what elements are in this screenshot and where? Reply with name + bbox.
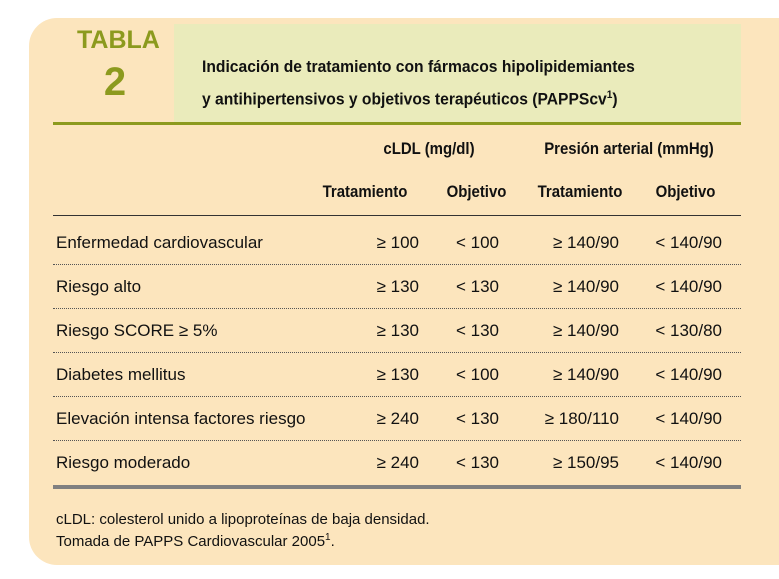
title-line-1: Indicación de tratamiento con fármacos hipolipidemiantes: [202, 57, 635, 76]
cell-pressure-treatment: ≥ 150/95: [552, 453, 619, 472]
cell-pressure-treatment: ≥ 140/90: [552, 365, 619, 384]
footnote-abbreviation: cLDL: colesterol unido a lipoproteínas de baja densidad.: [56, 511, 430, 528]
cell-pressure-target: < 140/90: [655, 453, 722, 472]
title-end: ): [612, 89, 618, 109]
cell-pressure-treatment: ≥ 180/110: [544, 409, 619, 428]
cell-pressure-treatment: ≥ 140/90: [552, 277, 619, 296]
cell-cldl-target: < 100: [455, 233, 499, 252]
cell-pressure-target: < 140/90: [655, 233, 722, 252]
row-divider: [53, 264, 741, 265]
cell-cldl-target: < 100: [455, 365, 499, 384]
col-header-treatment-pressure: Tratamiento: [537, 182, 623, 201]
cell-pressure-target: < 140/90: [655, 365, 722, 384]
row-label: Enfermedad cardiovascular: [56, 233, 263, 252]
table-title: [202, 53, 690, 114]
row-divider: [53, 352, 741, 353]
footnote-source-superscript: 1: [325, 532, 331, 543]
cell-cldl-treatment: ≥ 130: [376, 277, 419, 296]
group-header-pressure: Presión arterial (mmHg): [544, 139, 714, 158]
cell-pressure-treatment: ≥ 140/90: [552, 321, 619, 340]
footnote-source-end: .: [330, 533, 335, 550]
row-label: Diabetes mellitus: [56, 365, 186, 384]
cell-cldl-treatment: ≥ 240: [376, 409, 419, 428]
row-label: Riesgo moderado: [56, 453, 191, 472]
header-rule: [53, 122, 741, 125]
cell-cldl-target: < 130: [455, 277, 499, 296]
cell-cldl-treatment: ≥ 100: [376, 233, 419, 252]
row-label: Riesgo alto: [56, 277, 142, 296]
table-card: [29, 18, 779, 565]
group-header-cldl: cLDL (mg/dl): [383, 139, 475, 158]
cell-cldl-treatment: ≥ 240: [376, 453, 419, 472]
header-bottom-rule: [53, 215, 741, 216]
footnote-source: [56, 532, 335, 550]
table-bottom-rule: [53, 485, 741, 489]
title-superscript: 1: [606, 89, 613, 101]
cell-cldl-target: < 130: [455, 453, 499, 472]
table-label: TABLA: [77, 26, 160, 54]
col-header-treatment-cldl: Tratamiento: [322, 182, 408, 201]
cell-pressure-target: < 140/90: [655, 409, 722, 428]
cell-cldl-target: < 130: [455, 321, 499, 340]
cell-pressure-target: < 130/80: [655, 321, 722, 340]
row-divider: [53, 396, 741, 397]
cell-cldl-target: < 130: [455, 409, 499, 428]
row-divider: [53, 440, 741, 441]
row-label: Elevación intensa factores riesgo: [56, 409, 306, 428]
table-number: 2: [103, 60, 127, 104]
cell-cldl-treatment: ≥ 130: [376, 321, 419, 340]
table-title-box: [174, 24, 741, 122]
row-divider: [53, 308, 741, 309]
footnote-source-text: Tomada de PAPPS Cardiovascular 2005: [56, 533, 326, 550]
cell-cldl-treatment: ≥ 130: [376, 365, 419, 384]
cell-pressure-treatment: ≥ 140/90: [552, 233, 619, 252]
title-line-2: y antihipertensivos y objetivos terapéuticos (PAPPScv: [202, 89, 607, 109]
cell-pressure-target: < 140/90: [655, 277, 722, 296]
row-label: Riesgo SCORE ≥ 5%: [56, 321, 218, 340]
col-header-target-pressure: Objetivo: [655, 182, 716, 201]
col-header-target-cldl: Objetivo: [446, 182, 507, 201]
